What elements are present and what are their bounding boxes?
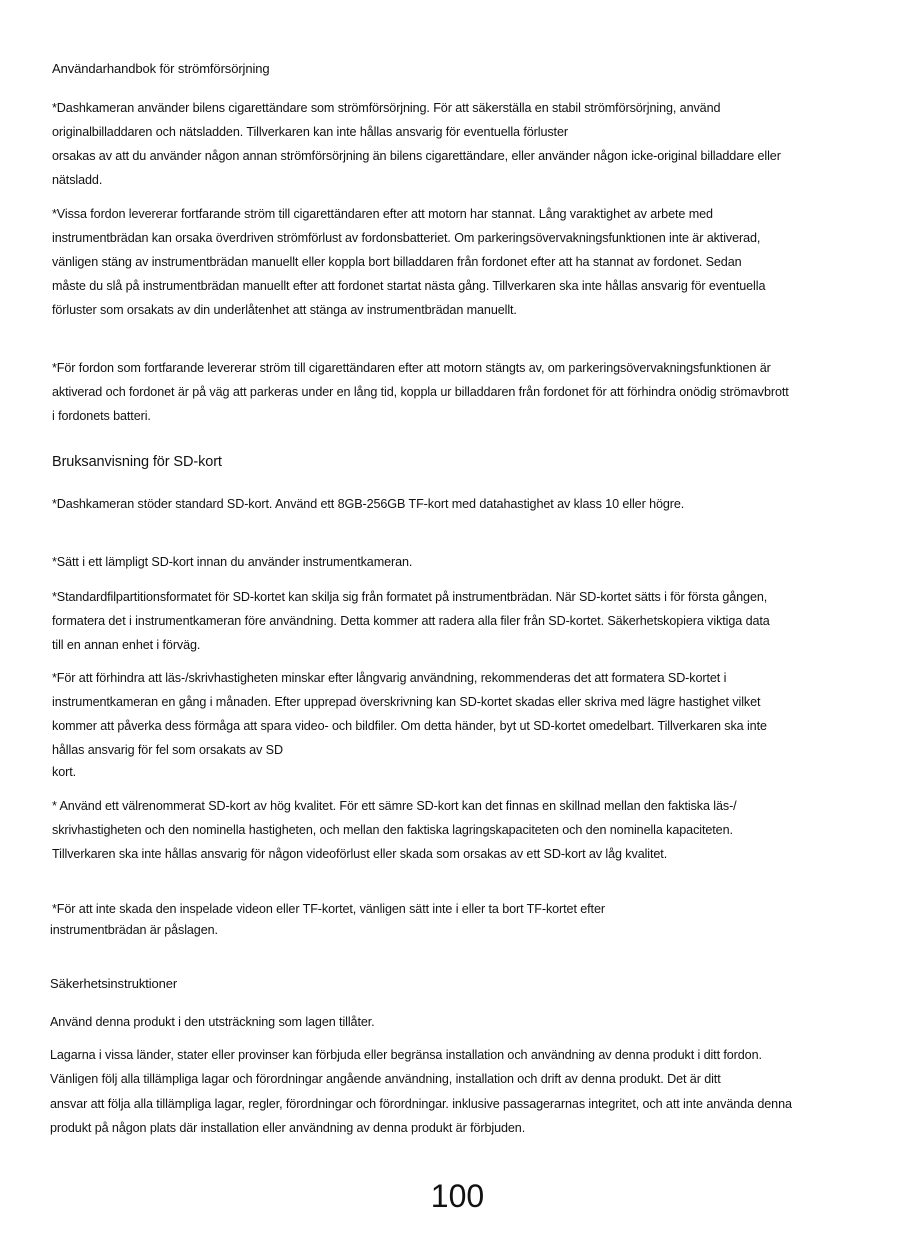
text-line: Vänligen följ alla tillämpliga lagar och förordningar angående användning, installation och drift av denna produkt. Det är ditt — [50, 1072, 721, 1086]
text-line: vänligen stäng av instrumentbrädan manuellt eller koppla bort billaddaren från fordonet efter att ha stannat av fordonet. Sedan — [52, 255, 742, 269]
text-line: måste du slå på instrumentbrädan manuellt efter att fordonet startat nästa gång. Tillverkaren ska inte hållas ansvarig för eventuella — [52, 279, 766, 293]
page-number: 100 — [430, 1178, 485, 1214]
text-line: formatera det i instrumentkameran före användning. Detta kommer att radera alla filer från SD-kortet. Säkerhetskopiera viktiga data — [52, 614, 770, 628]
text-line: *Sätt i ett lämpligt SD-kort innan du använder instrumentkameran. — [52, 555, 413, 569]
text-line: *Dashkameran använder bilens cigarettändare som strömförsörjning. För att säkerställa en stabil strömförsörjning, använd — [52, 101, 721, 115]
text-line: aktiverad och fordonet är på väg att parkeras under en lång tid, koppla ur billaddaren från fordonet för att förhindra onödig strömavbrott — [52, 385, 789, 399]
text-line: Använd denna produkt i den utsträckning som lagen tillåter. — [50, 1015, 375, 1029]
safety-heading: Säkerhetsinstruktioner — [50, 976, 178, 991]
text-line: *Vissa fordon levererar fortfarande ström till cigarettändaren efter att motorn har stannat. Lång varaktighet av arbete med — [52, 207, 713, 221]
text-line: kort. — [52, 765, 76, 779]
text-line: *Standardfilpartitionsformatet för SD-kortet kan skilja sig från formatet på instrumentbrädan. När SD-kortet sätts i för första gången, — [52, 590, 768, 604]
text-line: ansvar att följa alla tillämpliga lagar, regler, förordningar och förordningar. inklusive passagerarnas integritet, och att inte använda denna — [50, 1097, 792, 1111]
text-line: Lagarna i vissa länder, stater eller provinser kan förbjuda eller begränsa installation och användning av denna produkt i ditt fordon. — [50, 1048, 762, 1062]
text-line: *För att förhindra att läs-/skrivhastigheten minskar efter långvarig användning, rekommenderas det att formatera SD-kortet i — [52, 671, 727, 685]
text-line: originalbilladdaren och nätsladden. Tillverkaren kan inte hållas ansvarig för eventuella förluster — [52, 125, 568, 139]
text-line: i fordonets batteri. — [52, 409, 151, 423]
text-line: skrivhastigheten och den nominella hastigheten, och mellan den faktiska lagringskapaciteten och den nominella kapaciteten. — [52, 823, 733, 837]
text-line: nätsladd. — [52, 173, 103, 187]
text-line: hållas ansvarig för fel som orsakats av SD — [52, 743, 283, 757]
text-line: *För att inte skada den inspelade videon eller TF-kortet, vänligen sätt inte i eller ta bort TF-kortet efter — [52, 902, 605, 916]
text-line: instrumentbrädan kan orsaka överdriven strömförlust av fordonsbatteriet. Om parkeringsövervakningsfunktionen inte är aktiverad, — [52, 231, 761, 245]
text-line: * Använd ett välrenommerat SD-kort av hög kvalitet. För ett sämre SD-kort kan det finnas en skillnad mellan den faktiska läs-/ — [52, 799, 737, 813]
sdcard-heading: Bruksanvisning för SD-kort — [52, 454, 222, 470]
text-line: till en annan enhet i förväg. — [52, 638, 201, 652]
power-heading: Användarhandbok för strömförsörjning — [52, 61, 270, 76]
text-line: förluster som orsakats av din underlåtenhet att stänga av instrumentbrädan manuellt. — [52, 303, 517, 317]
text-line: instrumentbrädan är påslagen. — [50, 923, 218, 937]
text-line: instrumentkameran en gång i månaden. Efter upprepad överskrivning kan SD-kortet skadas eller skriva med lägre hastighet vilket — [52, 695, 761, 709]
text-line: Tillverkaren ska inte hållas ansvarig för någon videoförlust eller skada som orsakas av ett SD-kort av låg kvalitet. — [52, 847, 668, 861]
text-line: produkt på någon plats där installation eller användning av denna produkt är förbjuden. — [50, 1121, 526, 1135]
text-line: *Dashkameran stöder standard SD-kort. Använd ett 8GB-256GB TF-kort med datahastighet av klass 10 eller högre. — [52, 497, 685, 511]
text-line: kommer att påverka dess förmåga att spara video- och bildfiler. Om detta händer, byt ut SD-kortet omedelbart. Tillverkaren ska inte — [52, 719, 767, 733]
text-line: orsakas av att du använder någon annan strömförsörjning än bilens cigarettändare, eller använder någon icke-original billaddare eller — [52, 149, 781, 163]
text-line: *För fordon som fortfarande levererar ström till cigarettändaren efter att motorn stängts av, om parkeringsövervakningsfunktionen är — [52, 361, 771, 375]
